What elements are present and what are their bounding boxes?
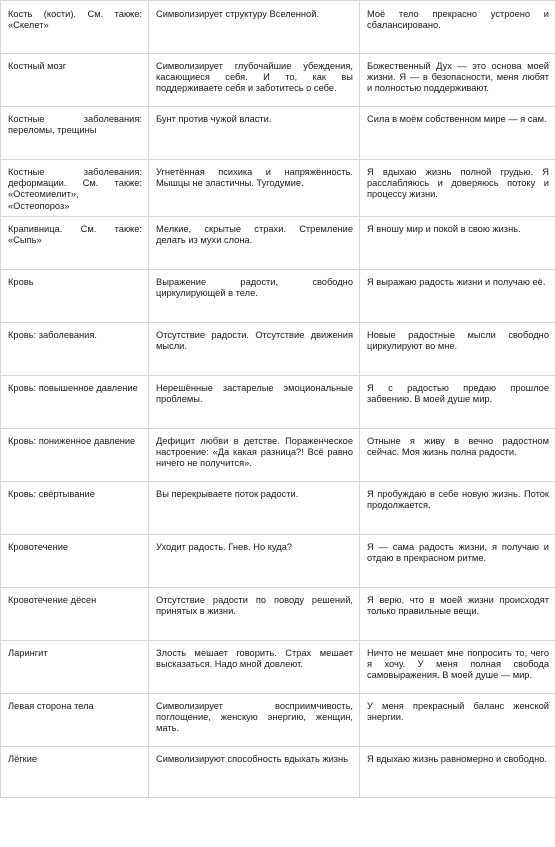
cause-cell: Уходит радость. Гнев. Но куда? <box>149 534 360 587</box>
table-row <box>1 160 555 217</box>
table-row <box>1 269 555 322</box>
affirmation-cell: Новые радостные мысли свободно циркулируют во мне. <box>360 322 555 375</box>
affirmation-cell: У меня прекрасный баланс женской энергии. <box>360 693 555 746</box>
affirmation-cell: Я пробуждаю в себе новую жизнь. Поток продолжается. <box>360 481 555 534</box>
affirmation-cell: Сила в моём собственном мире — я сам. <box>360 107 555 160</box>
cause-cell: Дефицит любви в детстве. Пораженческое настроение: «Да какая разница?! Всё равно ничего не получится». <box>149 428 360 481</box>
term-cell: Ларингит <box>1 640 149 693</box>
table-row <box>1 54 555 107</box>
term-cell: Кровь: повышенное давление <box>1 375 149 428</box>
cause-cell: Нерешённые застарелые эмоциональные проблемы. <box>149 375 360 428</box>
term-cell: Костный мозг <box>1 54 149 107</box>
term-cell: Кровотечение дёсен <box>1 587 149 640</box>
affirmation-cell: Отныне я живу в вечно радостном сейчас. Моя жизнь полна радости. <box>360 428 555 481</box>
table-row <box>1 481 555 534</box>
term-cell: Левая сторона тела <box>1 693 149 746</box>
cause-cell: Символизирует структуру Вселенной. <box>149 1 360 54</box>
cause-cell: Символизируют способность вдыхать жизнь <box>149 746 360 797</box>
cause-cell: Отсутствие радости по поводу решений, принятых в жизни. <box>149 587 360 640</box>
affirmation-cell: Я вдыхаю жизнь равномерно и свободно. <box>360 746 555 797</box>
affirmation-cell: Я с радостью предаю прошлое забвению. В моей душе мир. <box>360 375 555 428</box>
table-row <box>1 534 555 587</box>
term-cell: Костные заболевания: переломы, трещины <box>1 107 149 160</box>
cause-cell: Выражение радости, свободно циркулирующей в теле. <box>149 269 360 322</box>
affirmation-cell: Моё тело прекрасно устроено и сбалансировано. <box>360 1 555 54</box>
cause-cell: Вы перекрываете поток радости. <box>149 481 360 534</box>
table-row <box>1 428 555 481</box>
affirmation-cell: Божественный Дух — это основа моей жизни. Я — в безопасности, меня любят и полностью поддерживают. <box>360 54 555 107</box>
affirmation-cell: Я выражаю радость жизни и получаю её. <box>360 269 555 322</box>
term-cell: Кровь: свёртывание <box>1 481 149 534</box>
table-row <box>1 322 555 375</box>
cause-cell: Символизирует глубочайшие убеждения, касающиеся себя. И то, как вы поддерживаете себя и заботитесь о себе. <box>149 54 360 107</box>
cause-cell: Злость мешает говорить. Страх мешает высказаться. Надо мной довлеют. <box>149 640 360 693</box>
term-cell: Кровь: заболевания. <box>1 322 149 375</box>
cause-cell: Символизирует восприимчивость, поглощение, женскую энергию, женщин, мать. <box>149 693 360 746</box>
affirmation-cell: Я вношу мир и покой в свою жизнь. <box>360 216 555 269</box>
term-cell: Кровь <box>1 269 149 322</box>
affirmation-cell: Я — сама радость жизни, я получаю и отдаю в прекрасном ритме. <box>360 534 555 587</box>
table-row <box>1 107 555 160</box>
affirmation-cell: Я верю, что в моей жизни происходят только правильные вещи. <box>360 587 555 640</box>
term-cell: Костные заболевания: деформации. См. также: «Остеомиелит», «Остеопороз» <box>1 160 149 217</box>
term-cell: Кровотечение <box>1 534 149 587</box>
table-row <box>1 216 555 269</box>
table-row <box>1 693 555 746</box>
affirmation-cell: Я вдыхаю жизнь полной грудью. Я расслабляюсь и доверяюсь потоку и процессу жизни. <box>360 160 555 217</box>
term-cell: Крапивница. См. также: «Сыпь» <box>1 216 149 269</box>
affirmation-cell: Ничто не мешает мне попросить то, чего я хочу. У меня полная свобода самовыражения. В моей душе — мир. <box>360 640 555 693</box>
table-row <box>1 640 555 693</box>
table-row <box>1 1 555 54</box>
cause-cell: Бунт против чужой власти. <box>149 107 360 160</box>
table-row <box>1 587 555 640</box>
term-cell: Кровь: пониженное давление <box>1 428 149 481</box>
table-row <box>1 746 555 797</box>
cause-cell: Отсутствие радости. Отсутствие движения мысли. <box>149 322 360 375</box>
term-cell: Кость (кости). См. также: «Скелет» <box>1 1 149 54</box>
table-row <box>1 375 555 428</box>
symptom-table-body <box>1 1 555 798</box>
term-cell: Лёгкие <box>1 746 149 797</box>
cause-cell: Мелкие, скрытые страхи. Стремление делать из мухи слона. <box>149 216 360 269</box>
cause-cell: Угнетённая психика и напряжённость. Мышцы не эластичны. Тугодумие. <box>149 160 360 217</box>
